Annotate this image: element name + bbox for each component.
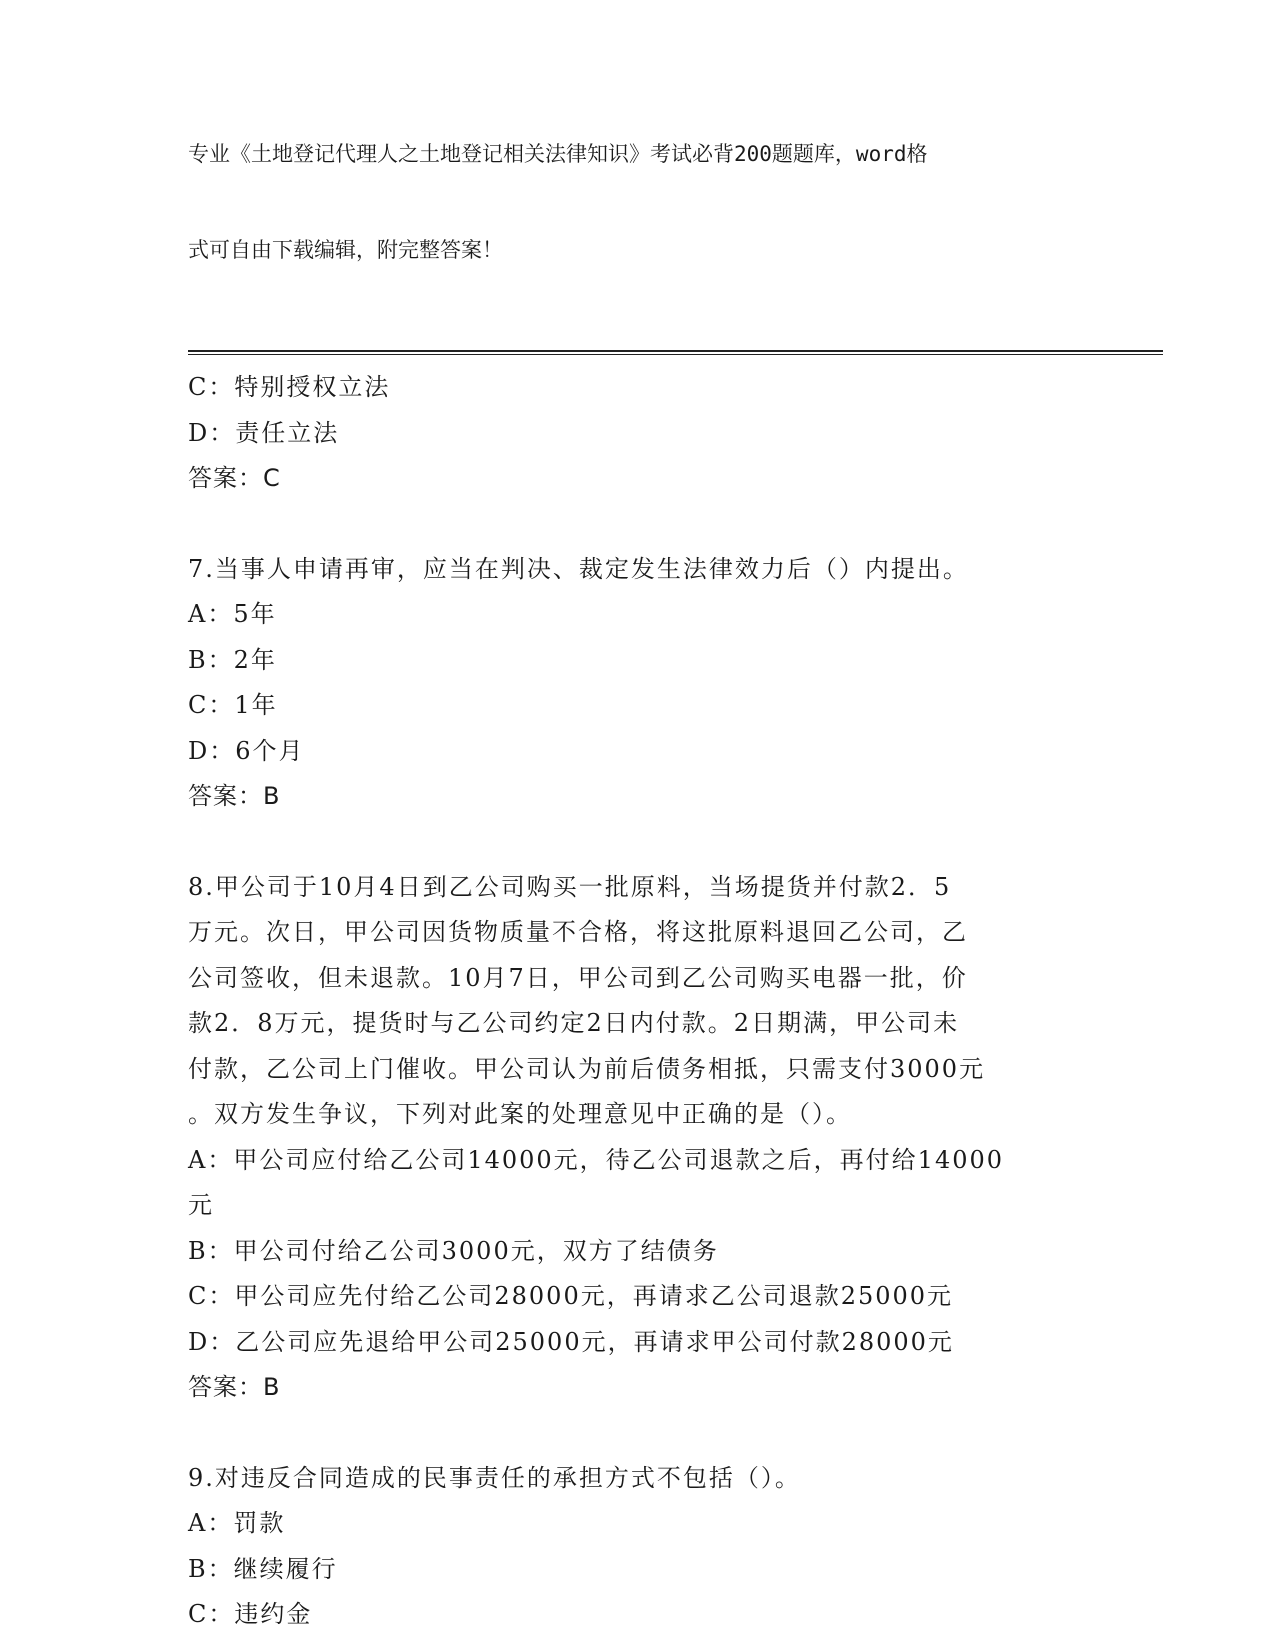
question-stem: 款2．8万元，提货时与乙公司约定2日内付款。2日期满，甲公司未 [188, 1009, 960, 1037]
question-stem: 9.对违反合同造成的民事责任的承担方式不包括（）。 [188, 1463, 801, 1492]
question-stem: 万元。次日，甲公司因货物质量不合格，将这批原料退回乙公司，乙 [188, 918, 968, 946]
option-line: C：特别授权立法 [188, 373, 391, 401]
header-line-2: 式可自由下载编辑，附完整答案！ [188, 238, 503, 262]
option-line: C：1年 [188, 691, 278, 719]
option-line: A：罚款 [188, 1509, 286, 1537]
question-block [188, 547, 1168, 820]
question-block [188, 865, 1168, 1411]
question-content [188, 365, 1168, 1638]
document-page [188, 74, 1168, 1638]
spacer [188, 502, 1168, 547]
option-line: D：责任立法 [188, 418, 340, 447]
answer-line: 答案：B [188, 1373, 281, 1401]
option-line: D：6个月 [188, 736, 305, 765]
question-stem: 。双方发生争议，下列对此案的处理意见中正确的是（）。 [188, 1100, 852, 1128]
option-line: 元 [188, 1191, 214, 1219]
question-stem: 7.当事人申请再审，应当在判决、裁定发生法律效力后（）内提出。 [188, 554, 969, 583]
answer-line: 答案：C [188, 464, 281, 492]
question-block [188, 1456, 1168, 1638]
option-line: B：继续履行 [188, 1554, 338, 1583]
header-divider [188, 350, 1163, 352]
option-line: C：甲公司应先付给乙公司28000元，再请求乙公司退款25000元 [188, 1282, 954, 1310]
spacer [188, 1411, 1168, 1456]
question-block [188, 365, 1168, 502]
option-line: A：甲公司应付给乙公司14000元，待乙公司退款之后，再付给14000 [188, 1145, 1005, 1174]
document-header [188, 74, 1088, 330]
spacer [188, 820, 1168, 865]
option-line: A：5年 [188, 600, 277, 628]
answer-line: 答案：B [188, 782, 281, 810]
option-line: B：甲公司付给乙公司3000元，双方了结债务 [188, 1236, 719, 1265]
header-divider-thin [188, 354, 1163, 355]
option-line: B：2年 [188, 645, 277, 674]
header-line-1: 专业《土地登记代理人之土地登记相关法律知识》考试必背200题题库，word格 [188, 142, 928, 166]
option-line: D：乙公司应先退给甲公司25000元，再请求甲公司付款28000元 [188, 1327, 954, 1356]
question-stem: 付款，乙公司上门催收。甲公司认为前后债务相抵，只需支付3000元 [188, 1054, 986, 1083]
option-line: C：违约金 [188, 1600, 313, 1628]
question-stem: 公司签收，但未退款。10月7日，甲公司到乙公司购买电器一批，价 [188, 963, 968, 992]
question-stem: 8.甲公司于10月4日到乙公司购买一批原料，当场提货并付款2．5 [188, 872, 952, 901]
